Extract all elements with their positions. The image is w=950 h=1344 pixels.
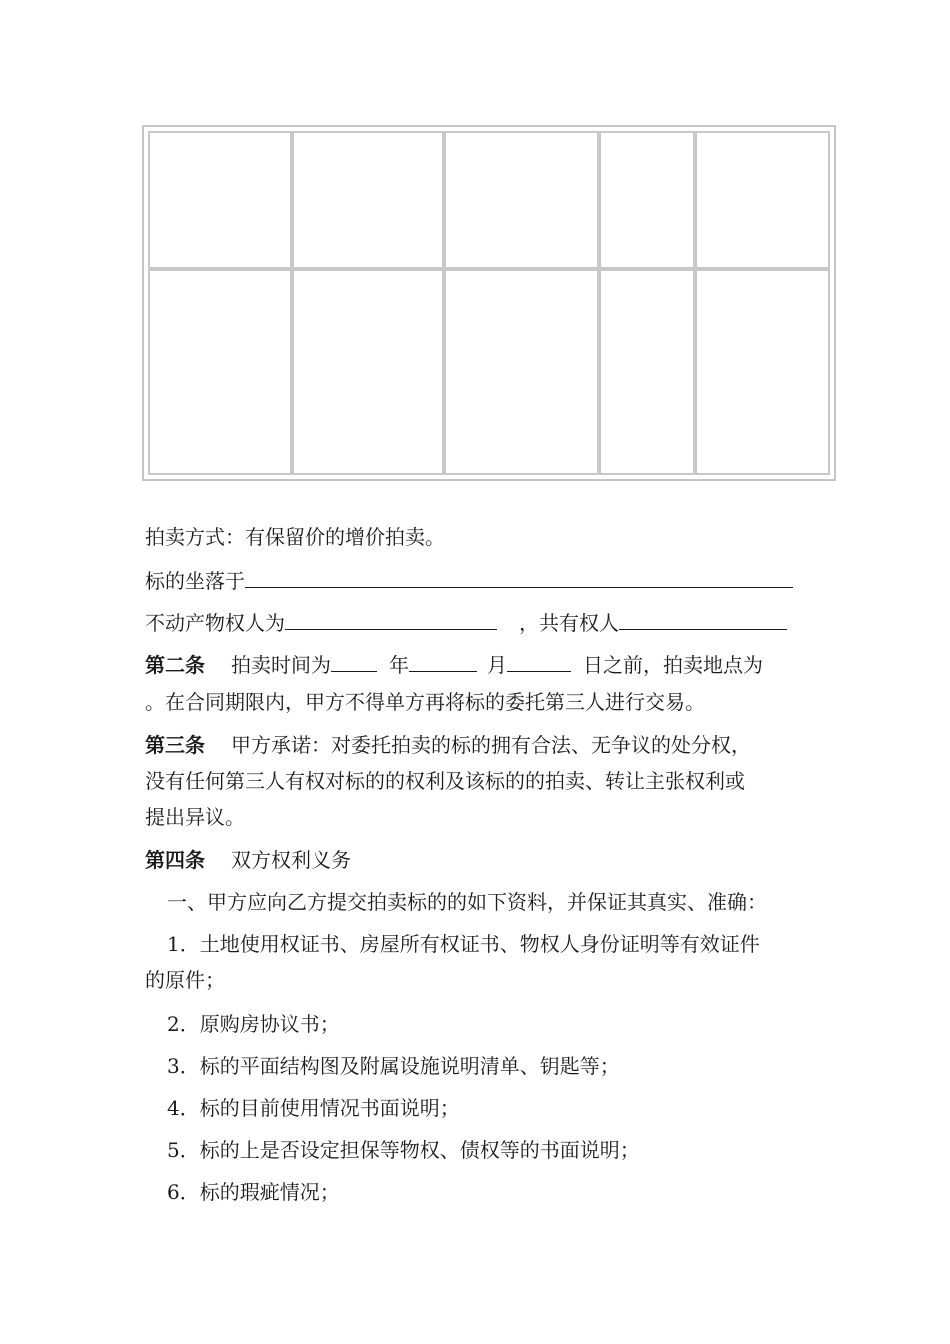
location-blank [245,567,793,588]
list-item: 1．土地使用权证书、房屋所有权证书、物权人身份证明等有效证件 [167,932,760,956]
auction-method: 拍卖方式：有保留价的增价拍卖。 [145,525,445,549]
article-2-cont: 。在合同期限内，甲方不得单方再将标的委托第三人进行交易。 [145,690,705,714]
table-cell [148,131,292,269]
article-4-text: 双方权利义务 [231,848,351,872]
coowner-label: ，共有权人 [519,611,619,635]
month-blank [409,651,477,672]
article-4-line [145,846,351,874]
list-item-cont: 的原件； [145,968,225,992]
table-cell [148,269,292,475]
table-cell [292,131,444,269]
coowner-blank [619,609,787,630]
owner-line [145,609,787,637]
year-label: 年 [389,653,409,677]
property-table [142,125,836,481]
table-cell [695,131,830,269]
article-2-title: 第二条 [145,653,205,677]
location-label: 标的坐落于 [145,569,245,593]
table-cell [695,269,830,475]
article-2-text: 拍卖时间为 [231,653,331,677]
article-2-line [145,651,763,679]
list-item: 5．标的上是否设定担保等物权、债权等的书面说明； [167,1138,640,1162]
list-item: 4．标的目前使用情况书面说明； [167,1096,460,1120]
article-3-cont: 没有任何第三人有权对标的的权利及该标的的拍卖、转让主张权利或 [145,769,745,793]
day-blank [507,651,571,672]
list-item: 3．标的平面结构图及附属设施说明清单、钥匙等； [167,1054,620,1078]
table-cell [292,269,444,475]
table-cell [599,131,695,269]
article-4-title: 第四条 [145,848,205,872]
owner-blank [285,609,497,630]
location-line [145,567,793,595]
table-cell [444,269,599,475]
owner-label: 不动产物权人为 [145,611,285,635]
year-blank [331,651,377,672]
table-cell [444,131,599,269]
article-3-cont: 提出异议。 [145,805,245,829]
article-3-title: 第三条 [145,733,205,757]
article-2-text-end: 日之前，拍卖地点为 [583,653,763,677]
table-cell [599,269,695,475]
article-3-line [145,731,751,759]
list-item: 2．原购房协议书； [167,1012,340,1036]
article-3-text: 甲方承诺：对委托拍卖的标的拥有合法、无争议的处分权， [231,733,751,757]
list-intro: 一、甲方应向乙方提交拍卖标的的如下资料，并保证其真实、准确： [167,890,767,914]
list-item: 6．标的瑕疵情况； [167,1180,340,1204]
month-label: 月 [487,653,507,677]
